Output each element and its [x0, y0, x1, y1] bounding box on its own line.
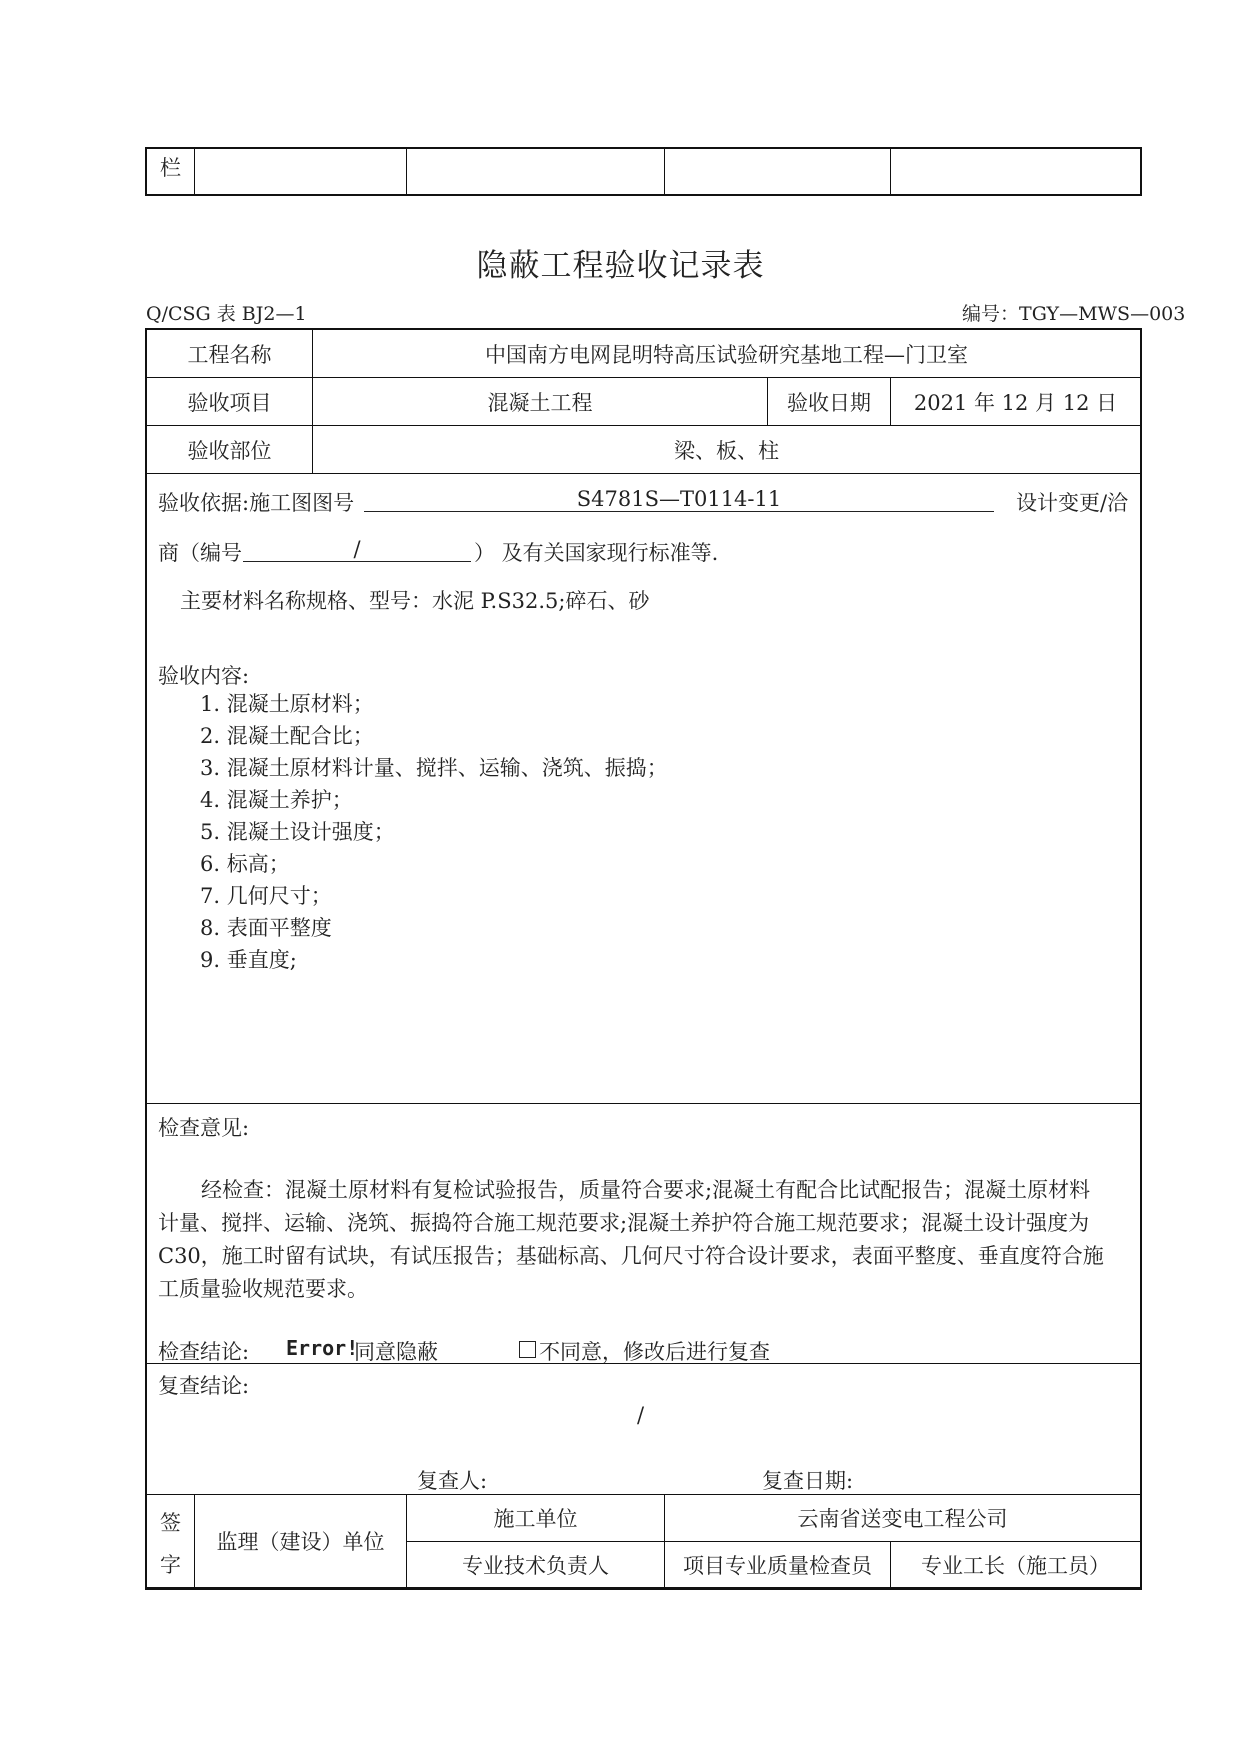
error-text: Error! [286, 1336, 359, 1360]
tech-lead: 专业技术负责人 [462, 1553, 609, 1578]
record-number-label: 编号： [962, 303, 1020, 325]
acceptance-location-label: 验收部位 [187, 438, 272, 463]
acceptance-date-label: 验收日期 [787, 390, 871, 415]
supervisor-unit: 监理（建设）单位 [216, 1530, 385, 1554]
list-item: 4. 混凝土养护； [200, 788, 353, 812]
content-list [200, 692, 668, 980]
basis-line2-prefix: 商（编号 [158, 541, 242, 565]
acceptance-date-value: 2021 年 12 月 12 日 [913, 390, 1118, 415]
recheck-date-label: 复查日期: [762, 1469, 854, 1493]
list-item: 2. 混凝土配合比； [200, 724, 374, 748]
agree-option: 同意隐蔽 [354, 1340, 438, 1364]
conclusion-label: 检查结论: [158, 1340, 250, 1364]
record-number [962, 299, 1185, 326]
acceptance-item-value: 混凝土工程 [487, 390, 593, 415]
drawing-number: S4781S—T0114-11 [364, 487, 994, 512]
list-item: 6. 标高； [200, 852, 290, 876]
top-strip-label: 栏 [160, 156, 181, 180]
inspection-line-3: C30，施工时留有试块，有试压报告；基础标高、几何尺寸符合设计要求，表面平整度、垂直度符合施 [158, 1244, 1104, 1268]
recheck-label: 复查结论: [158, 1374, 250, 1398]
disagree-option: 不同意，修改后进行复查 [539, 1340, 770, 1364]
page-title: 隐蔽工程验收记录表 [476, 248, 765, 284]
construction-unit-name: 云南省送变电工程公司 [797, 1507, 1008, 1531]
construction-unit-label: 施工单位 [493, 1507, 578, 1531]
list-item: 7. 几何尺寸； [200, 884, 332, 908]
quality-inspector: 项目专业质量检查员 [683, 1553, 872, 1578]
list-item: 3. 混凝土原材料计量、搅拌、运输、浇筑、振捣； [200, 756, 668, 780]
project-name-value: 中国南方电网昆明特高压试验研究基地工程—门卫室 [485, 342, 968, 367]
record-number-value: TGY—MWS—003 [1019, 303, 1186, 325]
list-item: 8. 表面平整度 [200, 916, 332, 940]
recheck-person-label: 复查人: [417, 1469, 488, 1493]
inspection-line-4: 工质量验收规范要求。 [158, 1277, 368, 1301]
change-number: / [243, 537, 471, 562]
sign-label-top: 签 [160, 1511, 181, 1535]
acceptance-item-label: 验收项目 [187, 390, 272, 415]
disagree-checkbox[interactable] [519, 1341, 536, 1358]
list-item: 9. 垂直度; [200, 948, 297, 972]
list-item: 5. 混凝土设计强度； [200, 820, 395, 844]
basis-line2-suffix: ） 及有关国家现行标准等. [474, 541, 719, 565]
basis-prefix: 验收依据:施工图图号 [158, 491, 355, 515]
inspection-label: 检查意见: [158, 1116, 250, 1140]
sign-label-bottom: 字 [160, 1553, 181, 1577]
form-code: Q/CSG 表 BJ2—1 [146, 303, 307, 325]
inspection-line-1: 经检查：混凝土原材料有复检试验报告，质量符合要求;混凝土有配合比试配报告；混凝土原材料 [201, 1178, 1091, 1202]
design-change-label: 设计变更/洽 [1016, 491, 1129, 515]
acceptance-location-value: 梁、板、柱 [674, 438, 779, 463]
list-item: 1. 混凝土原材料； [200, 692, 374, 716]
main-materials: 主要材料名称规格、型号：水泥 P.S32.5;碎石、砂 [180, 589, 650, 613]
inspection-line-2: 计量、搅拌、运输、浇筑、振捣符合施工规范要求;混凝土养护符合施工规范要求；混凝土设计强度为 [158, 1211, 1090, 1235]
foreman: 专业工长（施工员） [921, 1553, 1110, 1578]
content-label: 验收内容: [158, 664, 250, 688]
project-name-label: 工程名称 [187, 342, 272, 367]
recheck-value: / [637, 1403, 645, 1427]
